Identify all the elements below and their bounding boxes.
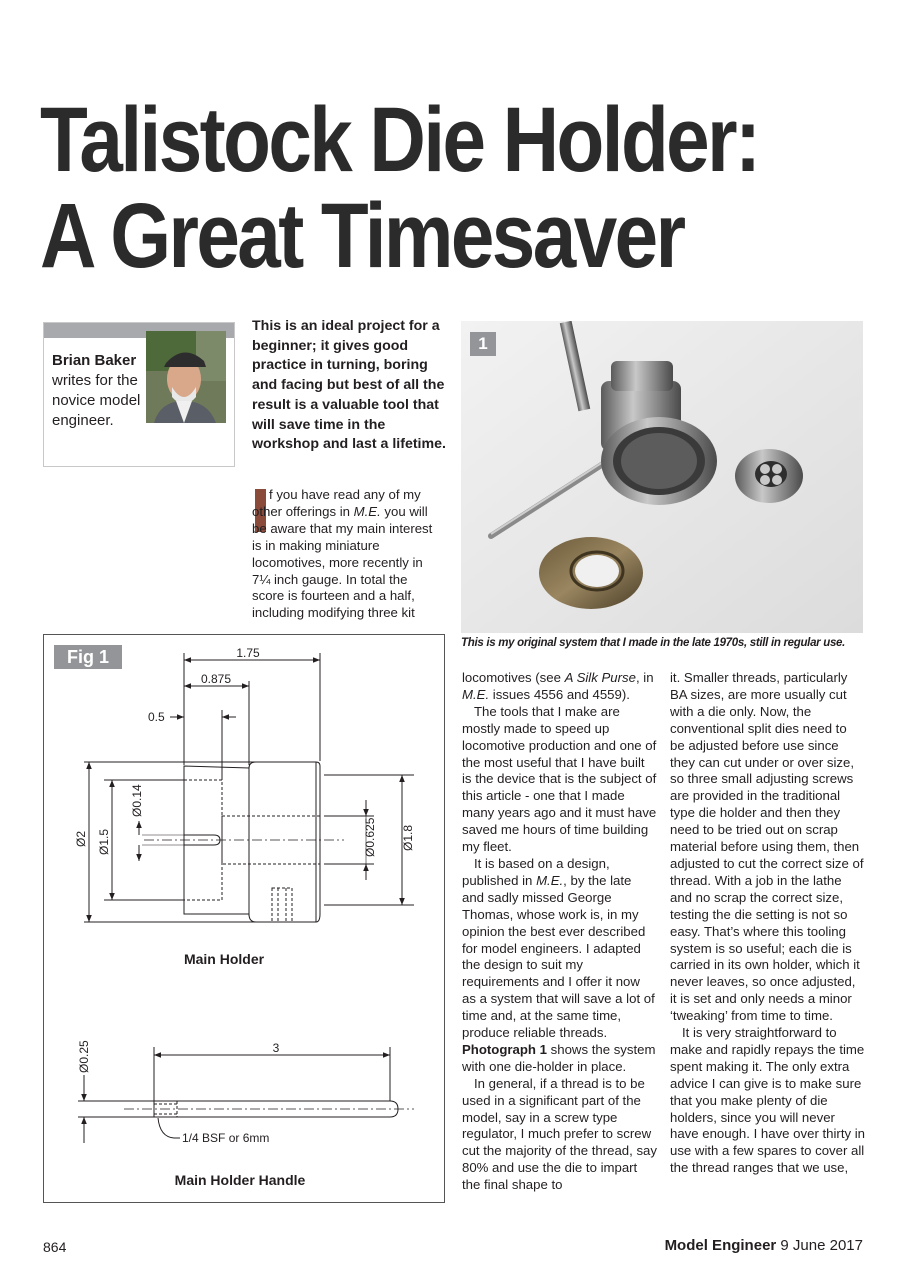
text-run: , by the late and sadly missed George Thomas, whose work is, in my opinion the best ever described for model engineers. I adapted the design to suit my requirements and I offer it now as a system that will save a lot of time and, at the same time, produce reliable threads. — [462, 872, 655, 1041]
intro-standfirst: This is an ideal project for a beginner; it gives good practice in turning, boring and facing but best of all the result is a valuable tool that will save time in the workshop and last a lifetime. — [252, 318, 446, 453]
dim-1-75: 1.75 — [236, 646, 260, 660]
text-run: locomotives (see — [462, 670, 565, 685]
dim-thread: 1/4 BSF or 6mm — [182, 1131, 270, 1145]
paragraph — [462, 670, 657, 704]
author-box — [43, 322, 235, 467]
text-bold: Photograph 1 — [462, 1041, 547, 1057]
body-column-2 — [670, 670, 865, 1177]
dim-diam-1-8: Ø1.8 — [401, 824, 415, 851]
text-italic: A Silk Purse — [564, 670, 636, 685]
paragraph: it. Smaller threads, particularly BA sizes, are more usually cut with a die only. Now, the conventional split dies need to be adjusted before use since they can cut under or over size, so three small adjusting screws are provided in the traditional type die holder and then they need to be tried out on scrap material before using them, then adjusted to cut the correct size of thread. With a job in the lathe and no scrap the correct size, testing the die setting is not so easy. That’s where this tooling system is so useful; each die is carried in its own holder, which it never leaves, so once adjusted, it is set and only needs a minor ‘tweaking’ from time to time. — [670, 670, 864, 1024]
text-run: , in — [635, 670, 654, 685]
text-run: shows the system with one die-holder in place. — [462, 1041, 656, 1074]
body-column-0 — [252, 487, 442, 622]
author-byline — [52, 351, 152, 431]
technical-drawing — [44, 635, 444, 1202]
text-run: f you have read any of my other offerings in — [252, 487, 421, 519]
photograph-1 — [461, 321, 863, 633]
dim-diam-2: Ø2 — [74, 830, 88, 847]
text-run: issues 4556 and 4559). — [489, 686, 630, 702]
page-number: 864 — [43, 1239, 67, 1255]
title-line-2: A Great Timesaver — [40, 185, 684, 287]
author-photo — [146, 331, 226, 423]
dim-3: 3 — [272, 1041, 280, 1055]
body-column-1 — [462, 670, 657, 1194]
paragraph: It is very straightforward to make and rapidly repays the time spent making it. The only extra advice I can give is to make sure that you make plenty of die holders, since you will never have enough. I have over thirty in use with a few spares to cover all the thread ranges that we use, — [670, 1025, 866, 1176]
text-run: It is based on a design, published in — [462, 855, 610, 888]
paragraph: The tools that I make are mostly made to speed up locomotive production and one of the most useful that I have built is the device that is the subject of this article - one that I made many years ago and it must have saved me hours of time building my fleet. — [462, 703, 657, 855]
paragraph — [252, 487, 442, 622]
figure-label: Fig 1 — [54, 645, 122, 669]
text-italic: M.E. — [353, 503, 381, 519]
main-holder-caption: Main Holder — [183, 951, 265, 967]
issue-date: 9 June 2017 — [776, 1237, 863, 1254]
handle-caption: Main Holder Handle — [174, 1172, 306, 1188]
paragraph: In general, if a thread is to be used in a significant part of the model, say in a screw type regulator, I much prefer to screw cut the majority of the thread, say 80% and use the die to impart the final shape to — [462, 1075, 657, 1193]
dim-diam-0-625: Ø0.625 — [363, 817, 377, 857]
paragraph — [462, 856, 657, 1076]
text-run: you will be aware that my main interest is in making miniature locomotives, more recently in 7¼ inch gauge. In total the score is fourteen and a half, including modifying three kit — [252, 503, 433, 621]
text-italic: M.E. — [462, 686, 490, 702]
title-line-1: Talistock Die Holder: — [40, 89, 759, 191]
photo-number-badge: 1 — [470, 332, 496, 356]
dim-diam-0-25: Ø0.25 — [77, 1040, 91, 1073]
figure-1 — [43, 634, 445, 1203]
text-italic: M.E. — [536, 872, 564, 888]
dim-diam-1-5: Ø1.5 — [97, 828, 111, 855]
dim-0-5: 0.5 — [148, 710, 165, 724]
author-name: Brian Baker — [52, 352, 137, 369]
photo-caption: This is my original system that I made in the late 1970s, still in regular use. — [461, 637, 846, 649]
dim-0-875: 0.875 — [200, 672, 232, 686]
article-title — [40, 89, 771, 287]
author-tagline: writes for the novice model engineer. — [52, 372, 141, 429]
magazine-name: Model Engineer — [664, 1237, 777, 1254]
dim-diam-0-14: Ø0.14 — [130, 784, 144, 817]
magazine-footer — [665, 1237, 863, 1254]
